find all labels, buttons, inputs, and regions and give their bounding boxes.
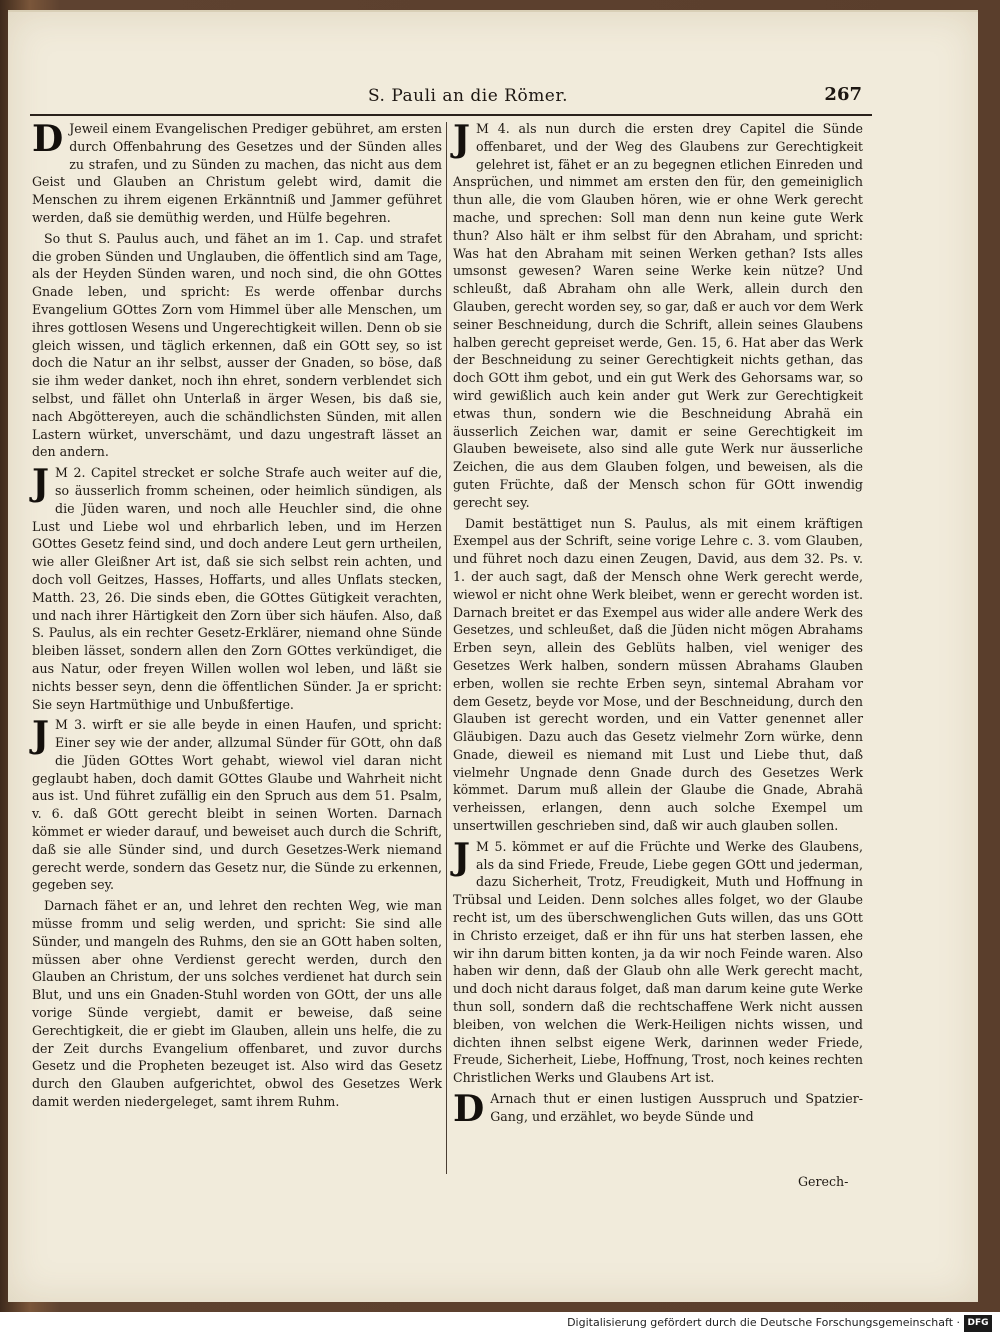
paragraph-text: M 3. wirft er sie alle beyde in einen Haufen, und spricht: Einer sey wie der ander, allzumal Sünder für GOtt, ohn daß die Jüden GOttes Wort gehabt, wiewol viel daran nicht geglaubt haben, doch damit GOttes Glaube und Wahrheit nicht aus ist. Und führet zufällig ein den Spruch aus dem 51. Psalm, v. 6. daß GOtt gerecht bleibt in seinen Worten. Darnach kömmet er wieder darauf, und beweiset auch durch die Schrift, daß sie alle Sünder sind, und durch Gesetzes-Werk niemand gerecht werde, sondern das Gesetz nur, die Sünde zu erkennen, gegeben sey. — [32, 717, 442, 893]
paragraph-text: M 4. als nun durch die ersten drey Capitel die Sünde offenbaret, und der Weg des Glaubens zur Gerechtigkeit gelehret ist, fähet er an zu begegnen etlichen Einreden und Ansprüchen, und nimmet am ersten den für, den gemeiniglich thun alle, die vom Glauben hören, wie er ohne Werk gerecht mache, und sprechen: Soll man denn nun keine gute Werk thun? Also hält er ihm selbst für den Abraham, und spricht: Was hat den Abraham mit seinen Werken gethan? Ists alles umsonst gewesen? Waren seine Werke kein nütze? Und schleußt, daß Abraham ohn alle Werk, allein durch den Glauben, gerecht worden sey, so gar, daß er auch vor dem Werk seiner Beschneidung, durch die Schrift, allein seines Glaubens halben gerecht gepreiset werde, Gen. 15, 6. Hat aber das Werk der Beschneidung zu seiner Gerechtigkeit nichts gethan, das doch GOtt ihm gebot, und ein gut Werk des Gehorsams war, so wird gewißlich auch kein ander gut Werk zur Gerechtigkeit etwas thun, sondern wie die Beschneidung Abrahä ein äusserlich Zeichen war, damit er seine Gerechtigkeit im Glauben beweisete, also sind alle gute Werk nur äusserliche Zeichen, die aus dem Glauben folgen, und beweisen, als die guten Früchte, daß der Mensch schon für GOtt inwendig gerecht sey. — [453, 121, 863, 510]
funding-notice: Digitalisierung gefördert durch die Deutsche Forschungsgemeinschaft · — [567, 1316, 960, 1329]
paragraph — [453, 835, 863, 1087]
catchword: Gerech- — [798, 1174, 849, 1189]
drop-cap: J — [453, 835, 471, 878]
drop-cap: D — [453, 1088, 485, 1131]
page-header — [8, 74, 978, 114]
paragraph — [32, 464, 442, 713]
paragraph-text: Arnach thut er einen lustigen Ausspruch und Spatzier-Gang, und erzählet, wo beyde Sünde und — [490, 1091, 863, 1124]
paragraph — [453, 120, 863, 512]
paragraph — [453, 1088, 863, 1131]
paragraph-text: M 5. kömmet er auf die Früchte und Werke des Glaubens, als da sind Friede, Freude, Liebe gegen GOtt und jederman, dazu Sicherheit, Trotz, Freudigkeit, Muth und Hoffnung in Trübsal und Leiden. Denn solches alles folget, wo der Glaube recht ist, um des überschwenglichen Guts willen, das uns GOtt in Christo erzeiget, daß er ihn für uns hat sterben lassen, ehe wir ihn darum bitten konten, ja da wir noch Feinde waren. Also haben wir denn, daß der Glaub ohn alle Werk gerecht macht, und doch nicht daraus folget, daß man darum keine gute Werke thun soll, sondern daß die rechtschaffene Werk nicht aussen bleiben, von welchen die Werk-Heiligen nichts wissen, und dichten ihnen selbst eigene Werk, darinnen weder Friede, Freude, Sicherheit, Liebe, Hoffnung, Trost, noch keines rechten Christlichen Werks und Glaubens Art ist. — [453, 838, 863, 1086]
book-page — [8, 10, 978, 1302]
drop-cap: J — [32, 462, 50, 505]
drop-cap: J — [32, 714, 50, 757]
page-number: 267 — [824, 84, 862, 105]
drop-cap: J — [453, 118, 471, 160]
paragraph: Damit bestättiget nun S. Paulus, als mit einem kräftigen Exempel aus der Schrift, seine vorige Lehre c. 3. vom Glauben, und führet noch dazu einen Zeugen, David, aus dem 32. Ps. v. 1. der auch sagt, daß der Mensch ohne Werk gerecht werde, wiewol er nicht ohne Werk bleibet, wenn er gerecht worden ist. Darnach breitet er das Exempel aus wider alle andere Werk des Gesetzes, und schleußet, daß die Jüden nicht mögen Abrahams Erben seyn, allein des Geblüts halben, viel weniger des Gesetzes Werk halben, sondern müssen Abrahams Glauben erben, wollen sie rechte Erben seyn, sintemal Abraham vor dem Gesetz, beyde vor Mose, und der Beschneidung, durch den Glauben ist gerecht worden, und ein Vatter genennet aller Gläubigen. Dazu auch das Gesetz vielmehr Zorn würke, denn Gnade, dieweil es niemand mit Lust und Liebe thut, daß vielmehr Ungnade denn Gnade durch des Gesetzes Werk kömmet. Darum muß allein der Glaube die Gnade, Abrahä verheissen, erlangen, denn auch solche Exempel um unsertwillen geschrieben sind, daß wir auch glauben sollen. — [453, 515, 863, 834]
column-divider — [446, 122, 447, 1174]
paragraph-text: Jeweil einem Evangelischen Prediger gebühret, am ersten durch Offenbahrung des Gesetzes und der Sünden alles zu strafen, und zu Sünden zu machen, das nicht aus dem Geist und Glauben an Christum gelebt wird, damit die Menschen zu ihrem eigenen Erkänntniß und Jammer geführet werden, daß sie demüthig werden, und Hülfe begehren. — [32, 121, 442, 225]
paragraph — [32, 120, 442, 227]
paragraph: So thut S. Paulus auch, und fähet an im 1. Cap. und strafet die groben Sünden und Unglauben, die öffentlich sind am Tage, als der Heyden Sünden waren, und noch sind, die ohn GOttes Gnade leben, und spricht: Es werde offenbar durchs Evangelium GOttes Zorn vom Himmel über alle Menschen, um ihres gottlosen Wesens und Ungerechtigkeit willen. Denn ob sie gleich wissen, und täglich erkennen, daß ein GOtt sey, so ist doch die Natur an ihr selbst, ausser der Gnaden, so böse, daß sie ihm weder danket, noch ihn ehret, sondern verblendet sich selbst, und fället ohn Unterlaß in ärger Wesen, bis daß sie, nach Abgöttereyen, auch die schändlichsten Sünden, mit allen Lastern würket, unverschämt, und dazu ungestraft lässet an den andern. — [32, 230, 442, 460]
paragraph — [32, 716, 442, 894]
dfg-logo-icon: DFG — [964, 1315, 992, 1332]
drop-cap: D — [32, 118, 64, 160]
footer-bar — [0, 1312, 1000, 1336]
paragraph-text: M 2. Capitel strecket er solche Strafe auch weiter auf die, so äusserlich fromm scheinen, oder heimlich sündigen, als die Jüden waren, und noch alle Heuchler sind, die ohne Lust und Liebe wol und ehrbarlich leben, und im Herzen GOttes Gesetz feind sind, und doch andere Leut gern urtheilen, wie aller Gleißner Art ist, daß sie sich selbst rein achten, und doch voll Geitzes, Hasses, Hoffarts, und alles Unflats stecken, Matth. 23, 26. Die sinds eben, die GOttes Gütigkeit verachten, und nach ihrer Härtigkeit den Zorn über sich häufen. Also, daß S. Paulus, als ein rechter Gesetz-Erklärer, niemand ohne Sünde bleiben lässet, sondern allen den Zorn GOttes verkündiget, die aus Natur, oder freyen Willen wollen wol leben, und läßt sie nichts besser seyn, denn die öffentlichen Sünder. Ja er spricht: Sie seyn Hartmüthige und Unbußfertige. — [32, 465, 442, 712]
right-column — [453, 120, 863, 1129]
running-title: S. Pauli an die Römer. — [368, 86, 569, 106]
paragraph: Darnach fähet er an, und lehret den rechten Weg, wie man müsse fromm und selig werden, und spricht: Sie sind alle Sünder, und mangeln des Ruhms, den sie an GOtt haben solten, müssen aber ohne Verdienst gerecht werden, durch den Glauben an Christum, der uns solches verdienet hat durch sein Blut, und uns ein Gnaden-Stuhl worden von GOtt, der uns alle vorige Sünde vergiebt, damit er beweise, daß seine Gerechtigkeit, die er giebt im Glauben, allein uns helfe, die zu der Zeit durchs Evangelium offenbaret, und zuvor durchs Gesetz und die Propheten bezeuget ist. Also wird das Gesetz durch den Glauben aufgerichtet, obwol des Gesetzes Werk damit werden niedergeleget, samt ihrem Ruhm. — [32, 898, 442, 1110]
left-column — [32, 120, 442, 1114]
header-rule — [30, 114, 872, 116]
